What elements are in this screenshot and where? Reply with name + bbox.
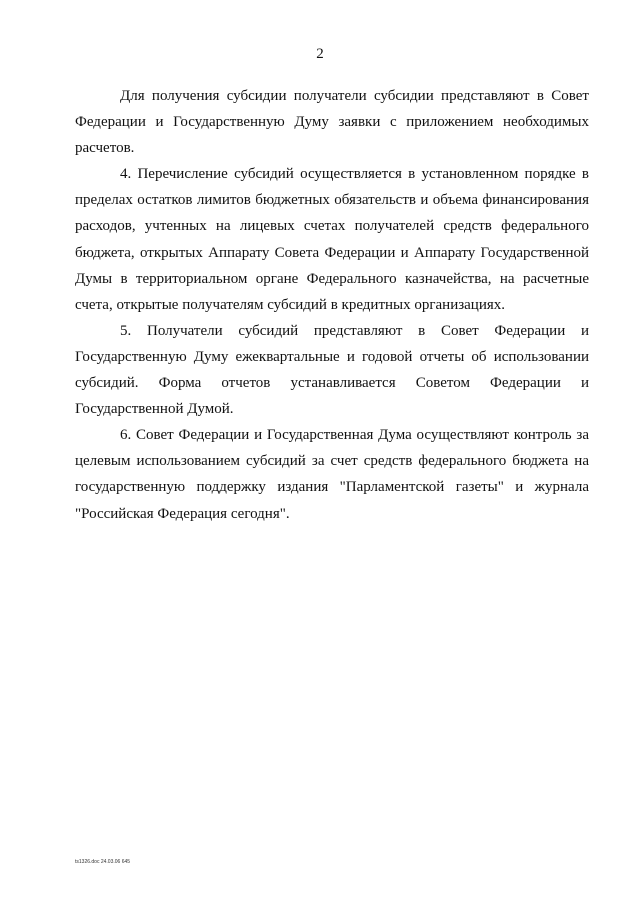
paragraph-4: 4. Перечисление субсидий осуществляется в установленном порядке в пределах остатков лимитов бюджетных обязательств и объема финансирования расходов, учтенных на лицевых счетах получателей средств федерального бюджета, открытых Аппарату Совета Федерации и Аппарату Государственной Думы в территориальном органе Федерального казначейства, на расчетные счета, открытые получателям субсидий в кредитных организациях. xyxy=(75,166,589,313)
document-body xyxy=(75,83,589,527)
footer-file-code: ts1326.doc 24.03.06 645 xyxy=(75,859,131,865)
page-number: 2 xyxy=(316,46,324,62)
paragraph-6: 6. Совет Федерации и Государственная Дума осуществляют контроль за целевым использованием субсидий за счет средств федерального бюджета на государственную поддержку издания "Парламентской газеты" и журнала "Российская Федерация сегодня". xyxy=(75,427,589,522)
paragraph-intro: Для получения субсидии получатели субсидии представляют в Совет Федерации и Государственную Думу заявки с приложением необходимых расчетов. xyxy=(75,88,589,157)
paragraph-5: 5. Получатели субсидий представляют в Совет Федерации и Государственную Думу ежеквартальные и годовой отчеты об использовании субсидий. Форма отчетов устанавливается Советом Федерации и Государственной Думой. xyxy=(75,322,589,418)
